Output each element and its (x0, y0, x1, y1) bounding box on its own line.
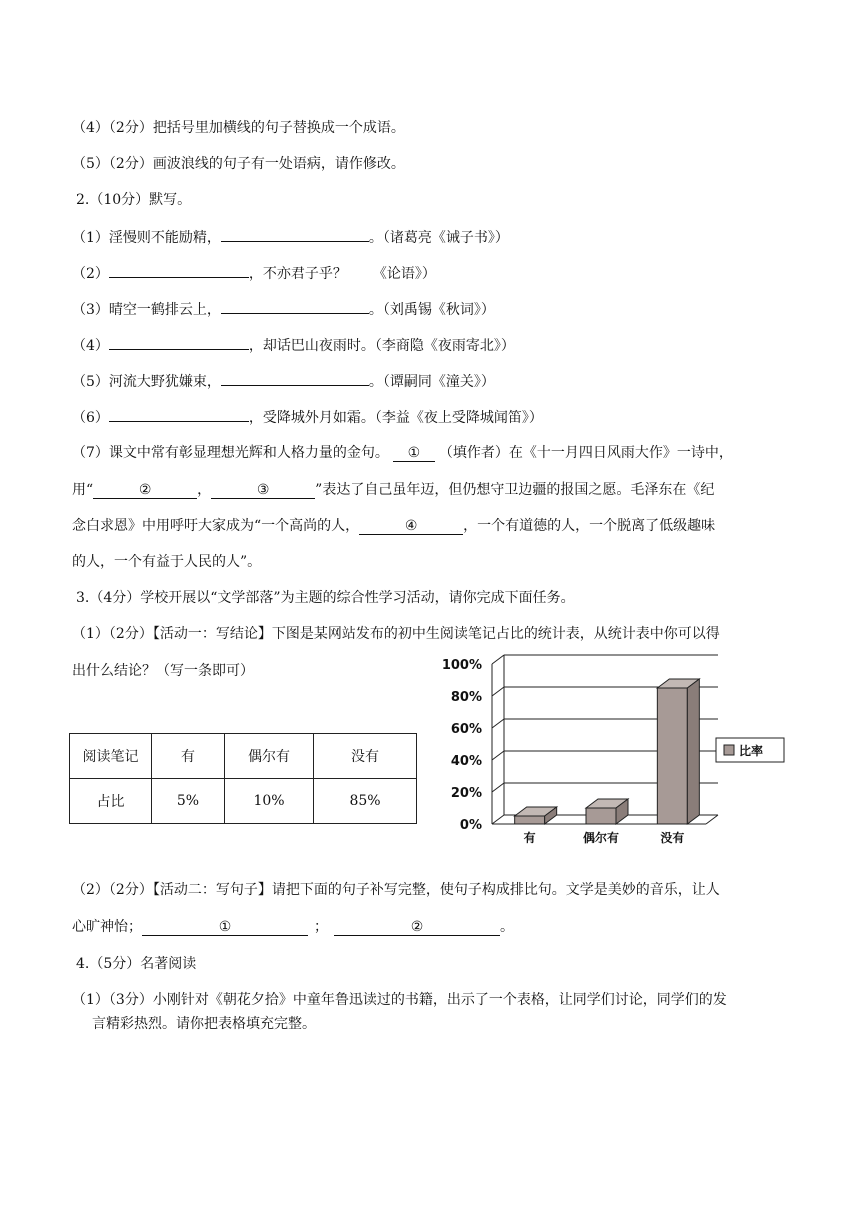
bar (657, 688, 687, 824)
y-tick-label: 100% (441, 658, 482, 673)
q4-1-line-2: 言精彩热烈。请你把表格填充完整。 (92, 1016, 316, 1032)
blank-marker-1[interactable]: ① (393, 445, 435, 462)
table-cell: 占比 (70, 779, 152, 824)
q4-heading: 4.（5分）名著阅读 (76, 956, 197, 972)
y-tick-label: 20% (450, 786, 482, 801)
reading-notes-bar-chart (430, 652, 790, 852)
q2-7-line-2 (72, 480, 714, 500)
q2-6-text: ，受降城外月如霜。（李益《夜上受降城闻笛》） (248, 410, 543, 426)
q3-1-line-1: （1）（2分）【活动一：写结论】下图是某网站发布的初中生阅读笔记占比的统计表，从统计表中你可以得 (72, 626, 720, 642)
q3-2-text: 心旷神怡； (72, 919, 142, 935)
q3-2-line-2 (72, 917, 514, 937)
x-tick-label: 没有 (660, 831, 685, 845)
q2-7-text: ，一个有道德的人，一个脱离了低级趣味 (463, 518, 716, 534)
q2-6-line (72, 406, 543, 428)
legend-label: 比率 (739, 744, 764, 758)
q3-2-text: 。 (500, 919, 514, 935)
table-header-cell: 没有 (314, 734, 417, 779)
answer-blank[interactable] (109, 262, 249, 278)
blank-marker-4[interactable]: ④ (359, 518, 463, 535)
q3-2-line-1: （2）（2分）【活动二：写句子】请把下面的句子补写完整，使句子构成排比句。文学是美妙的音乐，让人 (72, 882, 720, 898)
q2-1-source: 。（诸葛亮《诫子书》） (368, 230, 509, 246)
table-row (70, 734, 417, 779)
legend-swatch (724, 745, 734, 755)
q2-heading: 2.（10分）默写。 (76, 192, 192, 208)
q2-2-line (72, 262, 436, 284)
q2-3-line (72, 298, 495, 320)
q2-5-line (72, 370, 495, 392)
bar (586, 808, 616, 824)
reading-notes-table (69, 733, 417, 824)
answer-blank[interactable] (221, 370, 369, 386)
gridline-side (492, 687, 504, 696)
q2-7-text: ”表达了自己虽年迈，但仍想守卫边疆的报国之愿。毛泽东在《纪 (315, 482, 715, 498)
q2-3-source: 。（刘禹锡《秋词》） (368, 302, 495, 318)
gridline-side (492, 751, 504, 760)
q2-7-text: （填作者）在《十一月四日风雨大作》一诗中， (438, 445, 733, 461)
q2-7-text: （7）课文中常有彰显理想光辉和人格力量的金句。 (72, 445, 389, 461)
q2-5-text: （5）河流大野犹嫌束， (72, 374, 221, 390)
answer-blank[interactable] (109, 406, 249, 422)
q3-1-line-2: 出什么结论？（写一条即可） (72, 663, 254, 679)
y-tick-label: 80% (450, 690, 482, 705)
gridline-side (492, 815, 504, 824)
table-row (70, 779, 417, 824)
q2-7-line-3 (72, 516, 715, 536)
answer-blank[interactable] (221, 226, 369, 242)
gridline-side (492, 655, 504, 664)
q2-7-line-1 (72, 443, 733, 463)
q2-1-line (72, 226, 509, 248)
table-cell: 85% (314, 779, 417, 824)
q4-1-line-1: （1）（3分）小刚针对《朝花夕拾》中童年鲁迅读过的书籍，出示了一个表格，让同学们讨论，同学们的发 (72, 992, 727, 1008)
q2-7-text: 用“ (72, 482, 94, 498)
q2-4-text: ，却话巴山夜雨时。（李商隐《夜雨寄北》） (248, 338, 515, 354)
y-tick-label: 60% (450, 722, 482, 737)
x-tick-label: 偶尔有 (582, 831, 620, 845)
table-header-cell: 阅读笔记 (70, 734, 152, 779)
gridline-side (492, 783, 504, 792)
table-cell: 10% (225, 779, 314, 824)
q3-heading: 3.（4分）学校开展以“文学部落”为主题的综合性学习活动，请你完成下面任务。 (76, 590, 575, 606)
q2-7-text: ， (197, 482, 212, 498)
table-header-cell: 偶尔有 (225, 734, 314, 779)
q2-2-text: ，不亦君子乎？ (248, 266, 347, 282)
blank-marker-2[interactable]: ② (93, 482, 197, 499)
y-tick-label: 0% (459, 818, 482, 833)
q2-7-text: 念白求恩》中用呼吁大家成为“一个高尚的人， (72, 518, 360, 534)
blank-marker-1[interactable]: ① (142, 919, 308, 936)
q2-5-source: 。（谭嗣同《潼关》） (368, 374, 495, 390)
bar (515, 816, 545, 824)
table-header-cell: 有 (152, 734, 225, 779)
q1-4-line: （4）（2分）把括号里加横线的句子替换成一个成语。 (72, 120, 405, 136)
x-tick-label: 有 (523, 831, 536, 845)
q2-7-line-4: 的人，一个有益于人民的人”。 (72, 554, 262, 570)
q2-3-text: （3）晴空一鹤排云上， (72, 302, 221, 318)
y-tick-label: 40% (450, 754, 482, 769)
q2-6-num: （6） (72, 410, 109, 426)
bar-side (687, 679, 699, 824)
q2-4-num: （4） (72, 338, 109, 354)
q2-1-text: （1）淫慢则不能励精， (72, 230, 221, 246)
answer-blank[interactable] (221, 298, 369, 314)
answer-blank[interactable] (109, 334, 249, 350)
q2-2-source: 《论语》） (372, 266, 436, 282)
q3-2-text: ； (314, 919, 328, 935)
q1-5-line: （5）（2分）画波浪线的句子有一处语病，请作修改。 (72, 156, 405, 172)
gridline-side (492, 719, 504, 728)
x-axis-side (706, 815, 718, 824)
blank-marker-2[interactable]: ② (334, 919, 500, 936)
q2-2-num: （2） (72, 266, 109, 282)
blank-marker-3[interactable]: ③ (211, 482, 315, 499)
q2-4-line (72, 334, 515, 356)
table-cell: 5% (152, 779, 225, 824)
